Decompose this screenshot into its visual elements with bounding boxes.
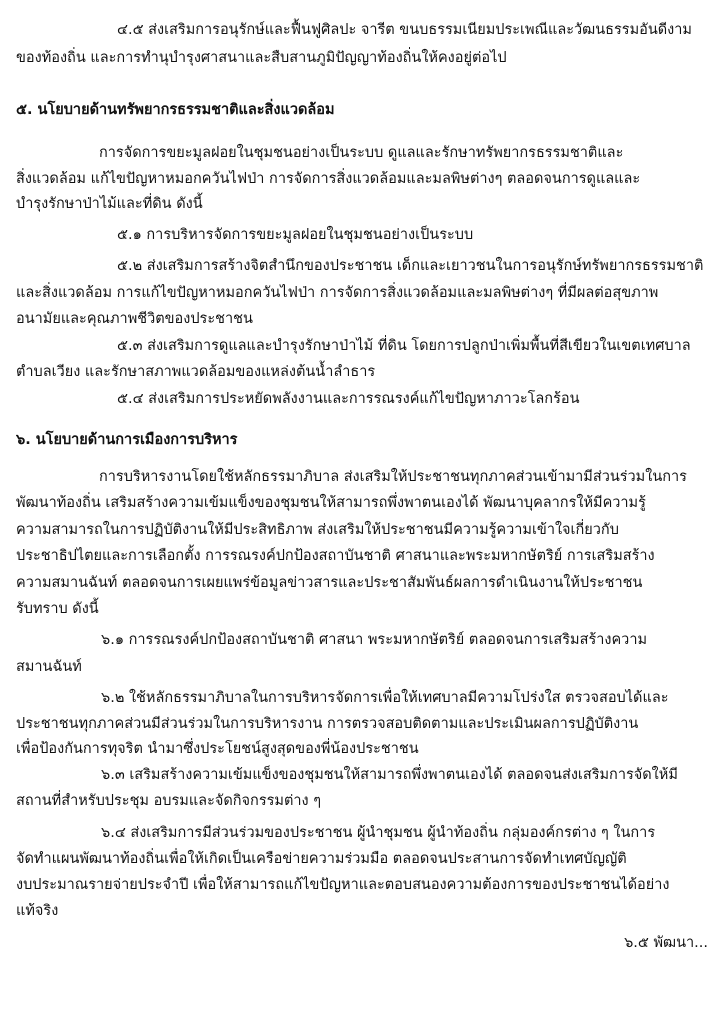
item-4-5-line-2: ของท้องถิ่น และการทำนุบำรุงศาสนาและสืบสานภูมิปัญญาท้องถิ่นให้คงอยู่ต่อไป <box>16 50 507 66</box>
item-5-2-line-1: ๕.๒ ส่งเสริมการสร้างจิตสำนึกของประชาชน เด็กและเยาวชนในการอนุรักษ์ทรัพยากรธรรมชาติ <box>117 258 704 274</box>
section-6-intro-line-3: ความสามารถในการปฏิบัติงานให้มีประสิทธิภาพ ส่งเสริมให้ประชาชนมีความรู้ความเข้าใจเกี่ยวกับ <box>16 522 619 538</box>
item-6-2-line-3: เพื่อป้องกันการทุจริต นำมาซึ่งประโยชน์สูงสุดของพี่น้องประชาชน <box>16 741 419 757</box>
item-6-1-line-1: ๖.๑ การรณรงค์ปกป้องสถาบันชาติ ศาสนา พระมหากษัตริย์ ตลอดจนการเสริมสร้างความ <box>101 632 648 648</box>
section-6-heading: ๖. นโยบายด้านการเมืองการบริหาร <box>16 432 238 448</box>
item-5-3-line-2: ตำบลเวียง และรักษาสภาพแวดล้อมของแหล่งต้นน้ำลำธาร <box>16 364 376 380</box>
item-6-4-line-3: งบประมาณรายจ่ายประจำปี เพื่อให้สามารถแก้ไขปัญหาและตอบสนองความต้องการของประชาชนได้อย่าง <box>16 877 670 893</box>
continuation-note: ๖.๕ พัฒนา... <box>624 935 708 951</box>
item-4-5-line-1: ๔.๕ ส่งเสริมการอนุรักษ์และฟื้นฟูศิลปะ จารีต ขนบธรรมเนียมประเพณีและวัฒนธรรมอันดีงาม <box>117 22 692 38</box>
item-5-3-line-1: ๕.๓ ส่งเสริมการดูแลและบำรุงรักษาป่าไม้ ที่ดิน โดยการปลูกป่าเพิ่มพื้นที่สีเขียวในเขตเทศบาล <box>117 338 691 354</box>
section-6-intro-line-6: รับทราบ ดังนี้ <box>16 601 99 617</box>
item-6-1-line-2: สมานฉันท์ <box>16 659 82 675</box>
section-6-intro-line-4: ประชาธิปไตยและการเลือกตั้ง การรณรงค์ปกป้องสถาบันชาติ ศาสนาและพระมหากษัตริย์ การเสริมสร้าง <box>16 548 655 564</box>
item-5-1-line-1: ๕.๑ การบริหารจัดการขยะมูลฝอยในชุมชนอย่างเป็นระบบ <box>117 227 474 243</box>
item-6-3-line-2: สถานที่สำหรับประชุม อบรมและจัดกิจกรรมต่าง ๆ <box>16 793 321 809</box>
section-5-intro-line-2: สิ่งแวดล้อม แก้ไขปัญหาหมอกควันไฟป่า การจัดการสิ่งแวดล้อมและมลพิษต่างๆ ตลอดจนการดูแลและ <box>16 171 641 187</box>
item-6-3-line-1: ๖.๓ เสริมสร้างความเข้มแข็งของชุมชนให้สามารถพึ่งพาตนเองได้ ตลอดจนส่งเสริมการจัดให้มี <box>101 767 678 783</box>
item-6-4-line-4: แท้จริง <box>16 903 59 919</box>
item-6-4-line-1: ๖.๔ ส่งเสริมการมีส่วนร่วมของประชาชน ผู้นำชุมชน ผู้นำท้องถิ่น กลุ่มองค์กรต่าง ๆ ในการ <box>101 825 656 841</box>
section-6-intro-line-1: การบริหารงานโดยใช้หลักธรรมาภิบาล ส่งเสริมให้ประชาชนทุกภาคส่วนเข้ามามีส่วนร่วมในการ <box>99 469 687 485</box>
item-5-2-line-2: และสิ่งแวดล้อม การแก้ไขปัญหาหมอกควันไฟป่า การจัดการสิ่งแวดล้อมและมลพิษต่างๆ ที่มีผลต่อสุขภาพ <box>16 285 659 301</box>
item-5-4-line-1: ๕.๔ ส่งเสริมการประหยัดพลังงานและการรณรงค์แก้ไขปัญหาภาวะโลกร้อน <box>117 391 580 407</box>
item-6-4-line-2: จัดทำแผนพัฒนาท้องถิ่นเพื่อให้เกิดเป็นเครือข่ายความร่วมมือ ตลอดจนประสานการจัดทำเทศบัญญัติ <box>16 851 627 867</box>
section-5-heading: ๕. นโยบายด้านทรัพยากรธรรมชาติและสิ่งแวดล้อม <box>16 102 335 118</box>
item-6-2-line-1: ๖.๒ ใช้หลักธรรมาภิบาลในการบริหารจัดการเพื่อให้เทศบาลมีความโปร่งใส ตรวจสอบได้และ <box>101 690 669 706</box>
section-6-intro-line-5: ความสมานฉันท์ ตลอดจนการเผยแพร่ข้อมูลข่าวสารและประชาสัมพันธ์ผลการดำเนินงานให้ประชาชน <box>16 575 643 591</box>
section-5-intro-line-1: การจัดการขยะมูลฝอยในชุมชนอย่างเป็นระบบ ดูแลและรักษาทรัพยากรธรรมชาติและ <box>99 145 624 161</box>
item-6-2-line-2: ประชาชนทุกภาคส่วนมีส่วนร่วมในการบริหารงาน การตรวจสอบติดตามและประเมินผลการปฏิบัติงาน <box>16 716 639 732</box>
item-5-2-line-3: อนามัยและคุณภาพชีวิตของประชาชน <box>16 311 253 327</box>
section-5-intro-line-3: บำรุงรักษาป่าไม้และที่ดิน ดังนี้ <box>16 196 203 212</box>
section-6-intro-line-2: พัฒนาท้องถิ่น เสริมสร้างความเข้มแข็งของชุมชนให้สามารถพึ่งพาตนเองได้ พัฒนาบุคลากรให้มีความรู้ <box>16 495 646 511</box>
